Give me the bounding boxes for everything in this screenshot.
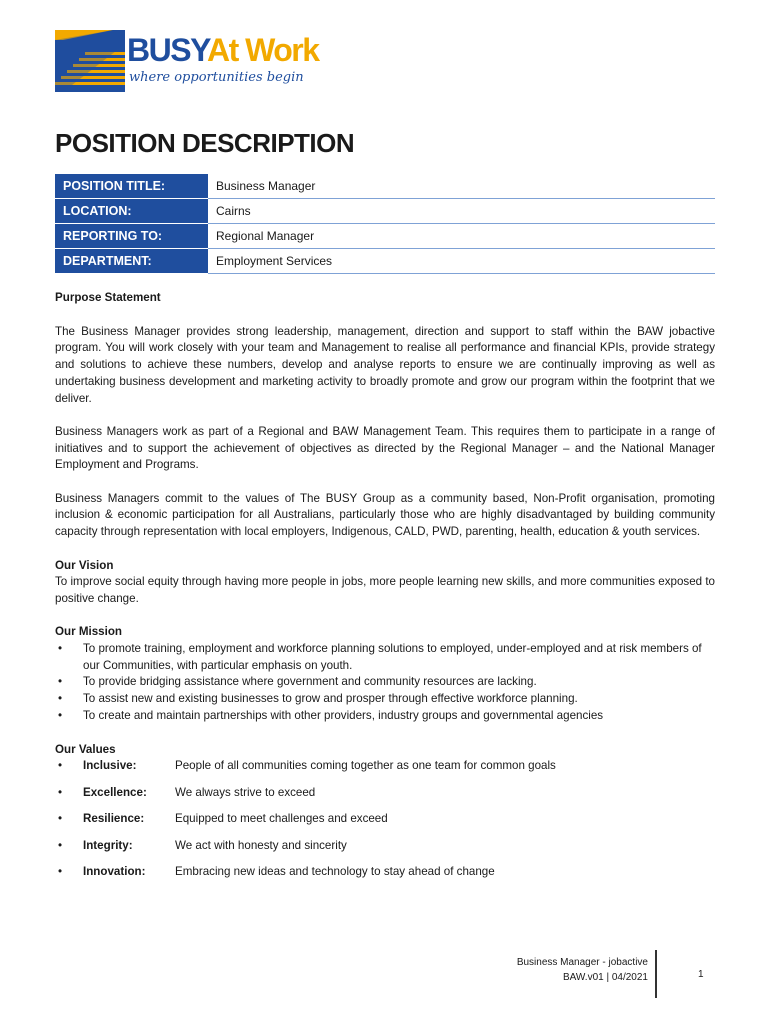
value-term: Innovation:	[83, 865, 146, 879]
mission-list	[55, 641, 715, 725]
value-term: Inclusive:	[83, 759, 137, 773]
value-description: We act with honesty and sincerity	[175, 838, 347, 852]
page-footer	[440, 955, 648, 985]
mission-item-text: To provide bridging assistance where government and community resources are lacking.	[83, 675, 537, 689]
bullet-icon: •	[58, 838, 63, 852]
mission-item	[55, 691, 715, 708]
logo-atwork-text: At Work	[206, 32, 319, 68]
bullet-icon: •	[58, 642, 63, 655]
purpose-paragraph: Business Managers commit to the values of The BUSY Group as a community based, Non-Profit organisation, promoting inclusion & economic participation for all Australians, particularly those who are highly disadvantaged by building community capacity through representation with local employers, Indigenous, CALD, PWD, parenting, health, education & youth services.	[55, 491, 715, 539]
info-value: Cairns	[208, 199, 715, 224]
mission-item-text: To assist new and existing businesses to grow and prosper through effective workforce planning.	[83, 692, 578, 706]
info-label: REPORTING TO:	[55, 224, 208, 249]
info-label: POSITION TITLE:	[55, 174, 208, 199]
vision-heading: Our Vision	[55, 558, 114, 572]
info-label: LOCATION:	[55, 199, 208, 224]
value-description: Embracing new ideas and technology to stay ahead of change	[175, 865, 495, 879]
value-term: Resilience:	[83, 812, 145, 826]
bullet-icon: •	[58, 812, 63, 826]
value-description: People of all communities coming together as one team for common goals	[175, 759, 556, 773]
footer-doc-title: Business Manager - jobactive	[516, 957, 648, 968]
logo-wordmark	[127, 32, 319, 68]
info-value: Business Manager	[208, 174, 715, 199]
mission-item	[55, 674, 715, 691]
bullet-icon: •	[58, 708, 63, 722]
logo-tagline: where opportunities begin	[129, 70, 304, 85]
footer-divider	[655, 950, 657, 998]
bullet-icon: •	[58, 785, 63, 799]
footer-version: BAW.v01 | 04/2021	[562, 972, 648, 983]
bullet-icon: •	[58, 759, 63, 773]
value-term: Integrity:	[83, 838, 133, 852]
value-item	[55, 838, 715, 865]
info-row	[55, 224, 715, 249]
info-value: Regional Manager	[208, 224, 715, 249]
mission-heading: Our Mission	[55, 625, 122, 639]
info-label: DEPARTMENT:	[55, 249, 208, 274]
values-list	[55, 758, 715, 891]
value-description: Equipped to meet challenges and exceed	[175, 812, 388, 826]
mission-item-text: To promote training, employment and workforce planning solutions to employed, under-employed and at risk members of our Communities, with particular emphasis on youth.	[83, 642, 702, 672]
info-row	[55, 174, 715, 199]
bullet-icon: •	[58, 865, 63, 879]
vision-text: To improve social equity through having more people in jobs, more people learning new skills, and more communities exposed to positive change.	[55, 575, 715, 605]
value-item	[55, 864, 715, 891]
logo-busy-text: BUSY	[127, 32, 207, 68]
value-term: Excellence:	[83, 785, 147, 799]
page-number: 1	[698, 969, 704, 980]
value-item	[55, 785, 715, 812]
logo-stripes-icon	[55, 30, 125, 92]
value-item	[55, 811, 715, 838]
document-body	[55, 290, 715, 891]
value-item	[55, 758, 715, 785]
bullet-icon: •	[58, 692, 63, 706]
mission-item	[55, 708, 715, 725]
info-row	[55, 249, 715, 274]
info-value: Employment Services	[208, 249, 715, 274]
mission-item	[55, 641, 715, 674]
value-description: We always strive to exceed	[175, 785, 316, 799]
position-info-table	[55, 174, 715, 274]
purpose-heading: Purpose Statement	[55, 291, 161, 304]
page-title: POSITION DESCRIPTION	[55, 128, 355, 158]
info-row	[55, 199, 715, 224]
purpose-paragraph: Business Managers work as part of a Regional and BAW Management Team. This requires them to participate in a range of initiatives and to support the achievement of objectives as directed by the Regional Manager – and the National Manager Employment and Programs.	[55, 424, 715, 472]
purpose-paragraph: The Business Manager provides strong leadership, management, direction and support to staff within the BAW jobactive program. You will work closely with your team and Management to realise all performance and financial KPIs, provide strategy and solutions to achieve these numbers, develop and analyse reports to ensure we are continually improving as well as undertaking business development and marketing activity to broadly promote and grow our program within the footprint that we deliver.	[55, 324, 715, 405]
bullet-icon: •	[58, 675, 63, 689]
mission-item-text: To create and maintain partnerships with other providers, industry groups and governmental agencies	[83, 708, 604, 722]
company-logo	[55, 30, 345, 100]
values-heading: Our Values	[55, 742, 116, 756]
